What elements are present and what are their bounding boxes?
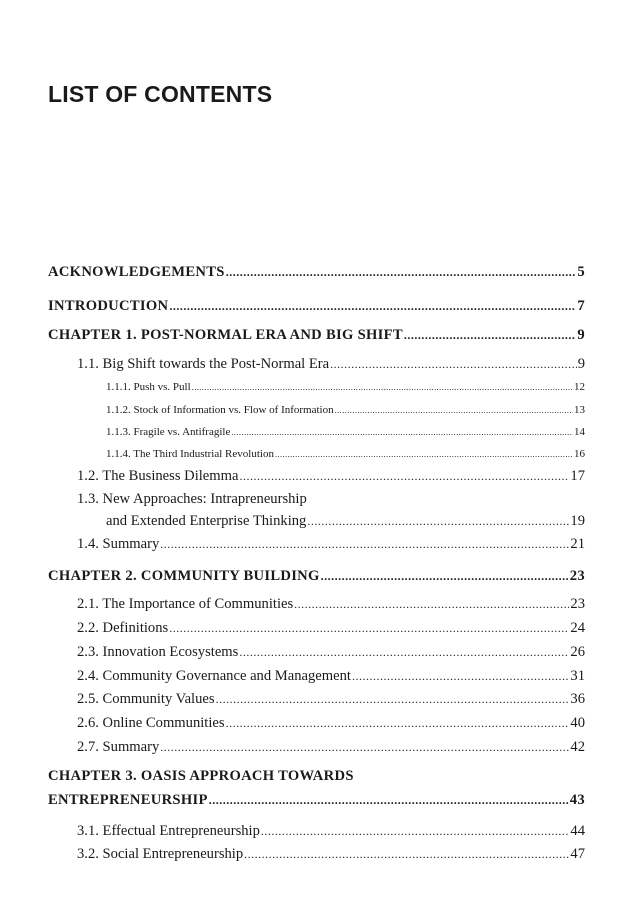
toc-entry-page: 17 (570, 468, 585, 484)
toc-entry-page: 9 (577, 327, 585, 343)
toc-entry (77, 536, 585, 553)
toc-entry-page: 23 (570, 596, 585, 612)
toc-entry (48, 298, 585, 315)
toc-entry-page: 5 (577, 264, 585, 280)
dot-leader (244, 847, 569, 862)
toc-entry-page: 42 (570, 739, 585, 755)
dot-leader (261, 824, 570, 839)
dot-leader (192, 382, 573, 392)
toc-entry-label: CHAPTER 3. OASIS APPROACH TOWARDS (48, 768, 354, 784)
toc-entry (106, 448, 585, 460)
toc-entry (77, 491, 307, 508)
toc-entry-page: 13 (574, 404, 585, 416)
toc-entry-page: 9 (577, 356, 585, 372)
toc-entry (77, 691, 585, 708)
toc-entry-page: 26 (570, 644, 585, 660)
toc-entry-continuation-label: ENTREPRENEURSHIP (48, 792, 208, 808)
dot-leader (404, 328, 577, 343)
toc-entry (106, 404, 585, 416)
toc-entry-page: 44 (570, 823, 585, 839)
toc-entry-label: ACKNOWLEDGEMENTS (48, 264, 225, 280)
toc-entry-page: 40 (570, 715, 585, 731)
toc-entry-page: 7 (577, 298, 585, 314)
dot-leader (275, 449, 573, 459)
toc-entry (77, 644, 585, 661)
dot-leader (239, 469, 569, 484)
toc-entry (77, 356, 585, 373)
dot-leader (226, 265, 577, 280)
toc-entry-label: 2.3. Innovation Ecosystems (77, 644, 239, 660)
toc-entry-label: 1.1.2. Stock of Information vs. Flow of Information (106, 404, 334, 416)
dot-leader (321, 569, 569, 584)
toc-entry-label: 2.2. Definitions (77, 620, 169, 636)
toc-entry (77, 596, 585, 613)
toc-entry-label: 1.1.4. The Third Industrial Revolution (106, 448, 274, 460)
toc-entry-label: 1.1. Big Shift towards the Post-Normal Era (77, 356, 330, 372)
dot-leader (239, 645, 569, 660)
toc-entry (77, 620, 585, 637)
toc-entry-page: 14 (574, 426, 585, 438)
toc-entry (77, 468, 585, 485)
dot-leader (160, 537, 569, 552)
toc-entry-label: 2.6. Online Communities (77, 715, 225, 731)
toc-entry-page: 23 (569, 568, 585, 584)
dot-leader (231, 427, 573, 437)
dot-leader (294, 597, 569, 612)
dot-leader (335, 405, 573, 415)
toc-entry (106, 381, 585, 393)
toc-entry-page: 16 (574, 448, 585, 460)
toc-entry (77, 739, 585, 756)
toc-entry-page: 24 (570, 620, 585, 636)
toc-entry-label: CHAPTER 2. COMMUNITY BUILDING (48, 568, 320, 584)
dot-leader (160, 740, 569, 755)
toc-entry (48, 568, 585, 585)
toc-entry (77, 715, 585, 732)
toc-entry-page: 31 (570, 668, 585, 684)
toc-entry-label: 1.1.1. Push vs. Pull (106, 381, 191, 393)
dot-leader (209, 793, 569, 808)
toc-entry (48, 264, 585, 281)
dot-leader (307, 514, 569, 529)
toc-entry-page: 47 (570, 846, 585, 862)
dot-leader (226, 716, 570, 731)
toc-entry-label: 2.7. Summary (77, 739, 160, 755)
toc-entry-label: 3.2. Social Entrepreneurship (77, 846, 244, 862)
toc-entry-label: 2.4. Community Governance and Management (77, 668, 351, 684)
dot-leader (216, 692, 570, 707)
toc-entry-page: 36 (570, 691, 585, 707)
toc-entry (77, 846, 585, 863)
toc-entry-label: CHAPTER 1. POST-NORMAL ERA AND BIG SHIFT (48, 327, 403, 343)
toc-entry-page: 12 (574, 381, 585, 393)
dot-leader (352, 669, 569, 684)
toc-entry-label: 1.1.3. Fragile vs. Antifragile (106, 426, 231, 438)
toc-entry-continuation-label: and Extended Enterprise Thinking (106, 513, 307, 529)
toc-entry-continuation (106, 513, 585, 530)
toc-entry-page: 19 (570, 513, 585, 529)
dot-leader (330, 357, 577, 372)
toc-entry-label: INTRODUCTION (48, 298, 169, 314)
toc-entry-label: 1.3. New Approaches: Intrapreneurship (77, 491, 307, 507)
toc-entry-label: 2.1. The Importance of Communities (77, 596, 294, 612)
toc-entry (106, 426, 585, 438)
toc-entry-label: 1.2. The Business Dilemma (77, 468, 239, 484)
toc-entry (77, 823, 585, 840)
toc-entry-label: 3.1. Effectual Entrepreneurship (77, 823, 260, 839)
toc-entry-page: 43 (569, 792, 585, 808)
dot-leader (169, 621, 569, 636)
toc-entry-page: 21 (570, 536, 585, 552)
toc-entry-label: 2.5. Community Values (77, 691, 215, 707)
page-title: LIST OF CONTENTS (48, 81, 273, 107)
toc-entry (48, 327, 585, 344)
dot-leader (169, 299, 576, 314)
toc-entry-continuation (48, 792, 585, 809)
toc-entry (77, 668, 585, 685)
toc-entry (48, 768, 354, 785)
toc-entry-label: 1.4. Summary (77, 536, 160, 552)
